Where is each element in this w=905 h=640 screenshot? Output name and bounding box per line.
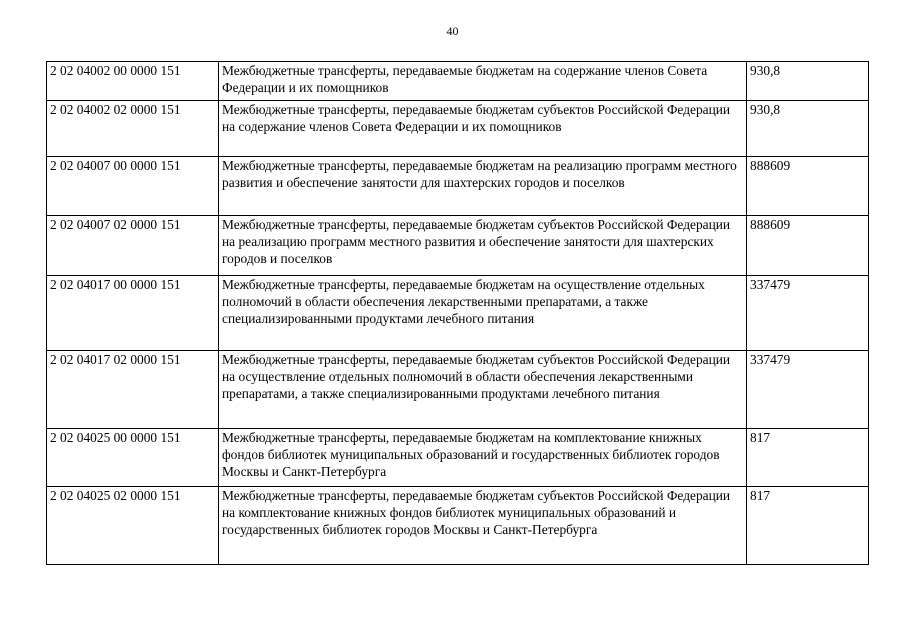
page-number: 40 bbox=[446, 24, 459, 38]
budget-code-cell: 2 02 04007 02 0000 151 bbox=[47, 216, 219, 276]
description-text: Межбюджетные трансферты, передаваемые бюджетам субъектов Российской Федерации на осуществление отдельных полномочий в области обеспечения лекарственными препаратами, а также специализированными продуктами лечебного питания bbox=[222, 352, 731, 401]
table-row bbox=[47, 157, 869, 216]
table-row bbox=[47, 487, 869, 565]
amount-cell: 888609 bbox=[747, 157, 869, 216]
description-cell bbox=[219, 62, 747, 101]
budget-code-cell: 2 02 04017 00 0000 151 bbox=[47, 276, 219, 351]
description-cell bbox=[219, 157, 747, 216]
amount-cell: 930,8 bbox=[747, 101, 869, 157]
budget-code-cell: 2 02 04025 00 0000 151 bbox=[47, 429, 219, 487]
description-cell bbox=[219, 487, 747, 565]
budget-code-cell: 2 02 04025 02 0000 151 bbox=[47, 487, 219, 565]
table-row bbox=[47, 216, 869, 276]
amount-cell: 888609 bbox=[747, 216, 869, 276]
table-row bbox=[47, 101, 869, 157]
budget-code-cell: 2 02 04007 00 0000 151 bbox=[47, 157, 219, 216]
description-cell bbox=[219, 276, 747, 351]
description-text: Межбюджетные трансферты, передаваемые бюджетам субъектов Российской Федерации на содержание членов Совета Федерации и их помощников bbox=[222, 102, 731, 134]
table-row bbox=[47, 429, 869, 487]
description-text: Межбюджетные трансферты, передаваемые бюджетам на реализацию программ местного развития и обеспечение занятости для шахтерских городов и поселков bbox=[222, 158, 737, 190]
description-cell bbox=[219, 429, 747, 487]
description-text: Межбюджетные трансферты, передаваемые бюджетам субъектов Российской Федерации на комплектование книжных фондов библиотек муниципальных образований и государственных библиотек городов Москвы и Санкт-Петербурга bbox=[222, 488, 731, 537]
budget-classification-table bbox=[46, 61, 869, 565]
description-cell bbox=[219, 351, 747, 429]
amount-cell: 930,8 bbox=[747, 62, 869, 101]
description-cell bbox=[219, 216, 747, 276]
description-cell bbox=[219, 101, 747, 157]
budget-code-cell: 2 02 04002 00 0000 151 bbox=[47, 62, 219, 101]
amount-cell: 817 bbox=[747, 429, 869, 487]
table-row bbox=[47, 62, 869, 101]
description-text: Межбюджетные трансферты, передаваемые бюджетам субъектов Российской Федерации на реализацию программ местного развития и обеспечение занятости для шахтерских городов и поселков bbox=[222, 217, 731, 266]
description-text: Межбюджетные трансферты, передаваемые бюджетам на комплектование книжных фондов библиотек муниципальных образований и государственных библиотек городов Москвы и Санкт-Петербурга bbox=[222, 430, 720, 479]
budget-code-cell: 2 02 04017 02 0000 151 bbox=[47, 351, 219, 429]
budget-code-cell: 2 02 04002 02 0000 151 bbox=[47, 101, 219, 157]
amount-cell: 337479 bbox=[747, 276, 869, 351]
description-text: Межбюджетные трансферты, передаваемые бюджетам на осуществление отдельных полномочий в области обеспечения лекарственными препаратами, а также специализированными продуктами лечебного питания bbox=[222, 277, 705, 326]
amount-cell: 817 bbox=[747, 487, 869, 565]
table-row bbox=[47, 276, 869, 351]
table-row bbox=[47, 351, 869, 429]
amount-cell: 337479 bbox=[747, 351, 869, 429]
description-text: Межбюджетные трансферты, передаваемые бюджетам на содержание членов Совета Федерации и их помощников bbox=[222, 63, 708, 95]
